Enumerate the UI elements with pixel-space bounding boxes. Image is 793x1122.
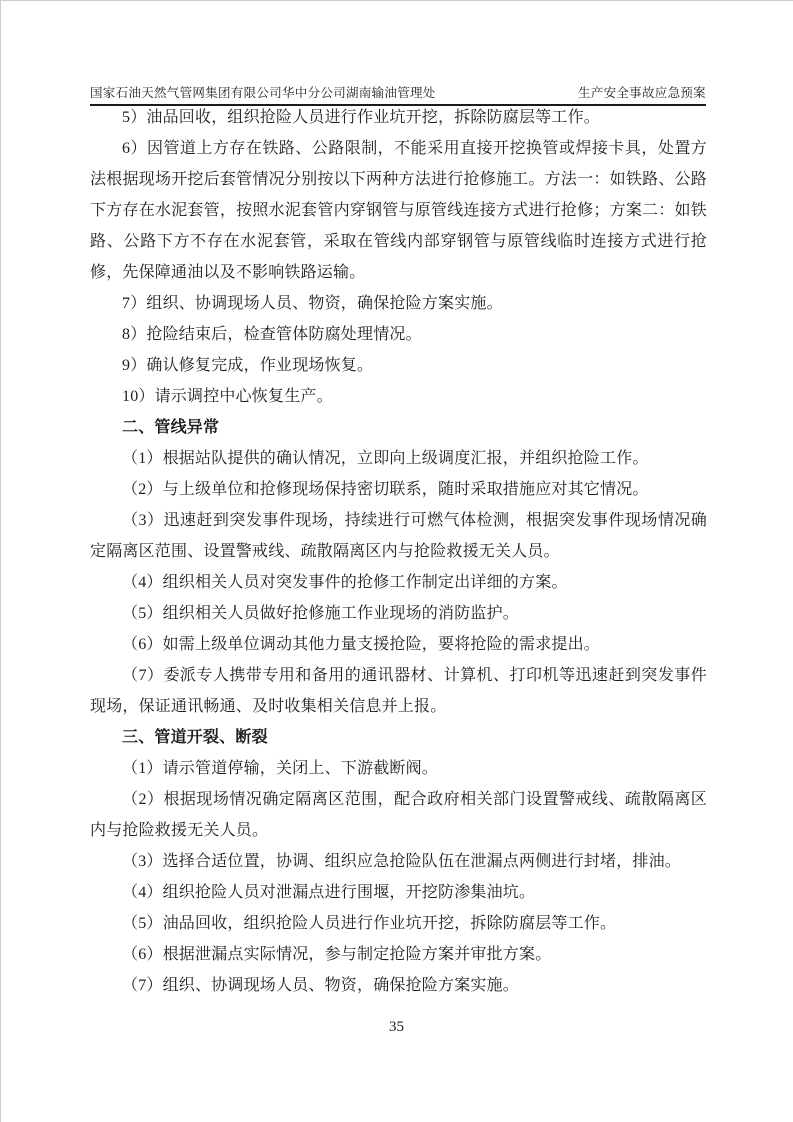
page-number: 35 (389, 1019, 404, 1035)
paragraph: 7）组织、协调现场人员、物资，确保抢险方案实施。 (122, 295, 503, 312)
paragraph: （5）组织相关人员做好抢修施工作业现场的消防监护。 (122, 605, 520, 622)
paragraph: （2）根据现场情况确定隔离区范围，配合政府相关部门设置警戒线、疏散隔离区内与抢险救援无关人员。 (90, 791, 707, 839)
paragraph: （4）组织抢险人员对泄漏点进行围堰，开挖防渗集油坑。 (122, 884, 536, 901)
section-heading: 二、管线异常 (122, 419, 220, 436)
paragraph: （7）组织、协调现场人员、物资，确保抢险方案实施。 (122, 977, 520, 994)
paragraph: （7）委派专人携带专用和备用的通讯器材、计算机、打印机等迅速赶到突发事件现场，保证通讯畅通、及时收集相关信息并上报。 (90, 667, 707, 715)
paragraph: 9）确认修复完成，作业现场恢复。 (122, 357, 374, 374)
document-body (90, 102, 707, 1001)
paragraph: （4）组织相关人员对突发事件的抢修工作制定出详细的方案。 (122, 574, 568, 591)
paragraph: 6）因管道上方存在铁路、公路限制，不能采用直接开挖换管或焊接卡具，处置方法根据现场开挖后套管情况分别按以下两种方法进行抢修施工。方法一：如铁路、公路下方存在水泥套管，按照水泥套管内穿钢管与原管线连接方式进行抢修；方案二：如铁路、公路下方不存在水泥套管，采取在管线内部穿钢管与原管线临时连接方式进行抢修，先保障通油以及不影响铁路运输。 (90, 140, 707, 281)
paragraph: 8）抢险结束后，检查管体防腐处理情况。 (122, 326, 422, 343)
paragraph: 10）请示调控中心恢复生产。 (122, 388, 333, 405)
paragraph: （1）请示管道停输，关闭上、下游截断阀。 (122, 760, 439, 777)
header-organization: 国家石油天然气管网集团有限公司华中分公司湖南输油管理处 (90, 86, 436, 100)
paragraph: 5）油品回收，组织抢险人员进行作业坑开挖，拆除防腐层等工作。 (122, 109, 601, 126)
section-heading: 三、管道开裂、断裂 (122, 729, 268, 746)
paragraph: （5）油品回收，组织抢险人员进行作业坑开挖，拆除防腐层等工作。 (122, 915, 617, 932)
paragraph: （3）选择合适位置，协调、组织应急抢险队伍在泄漏点两侧进行封堵，排油。 (122, 853, 682, 870)
paragraph: （6）如需上级单位调动其他力量支援抢险，要将抢险的需求提出。 (122, 636, 601, 653)
paragraph: （3）迅速赶到突发事件现场，持续进行可燃气体检测，根据突发事件现场情况确定隔离区范围、设置警戒线、疏散隔离区内与抢险救援无关人员。 (90, 512, 707, 560)
paragraph: （2）与上级单位和抢修现场保持密切联系，随时采取措施应对其它情况。 (122, 481, 649, 498)
paragraph: （6）根据泄漏点实际情况，参与制定抢险方案并审批方案。 (122, 946, 552, 963)
header-document-title: 生产安全事故应急预案 (577, 86, 706, 100)
paragraph: （1）根据站队提供的确认情况，立即向上级调度汇报，并组织抢险工作。 (122, 450, 649, 467)
